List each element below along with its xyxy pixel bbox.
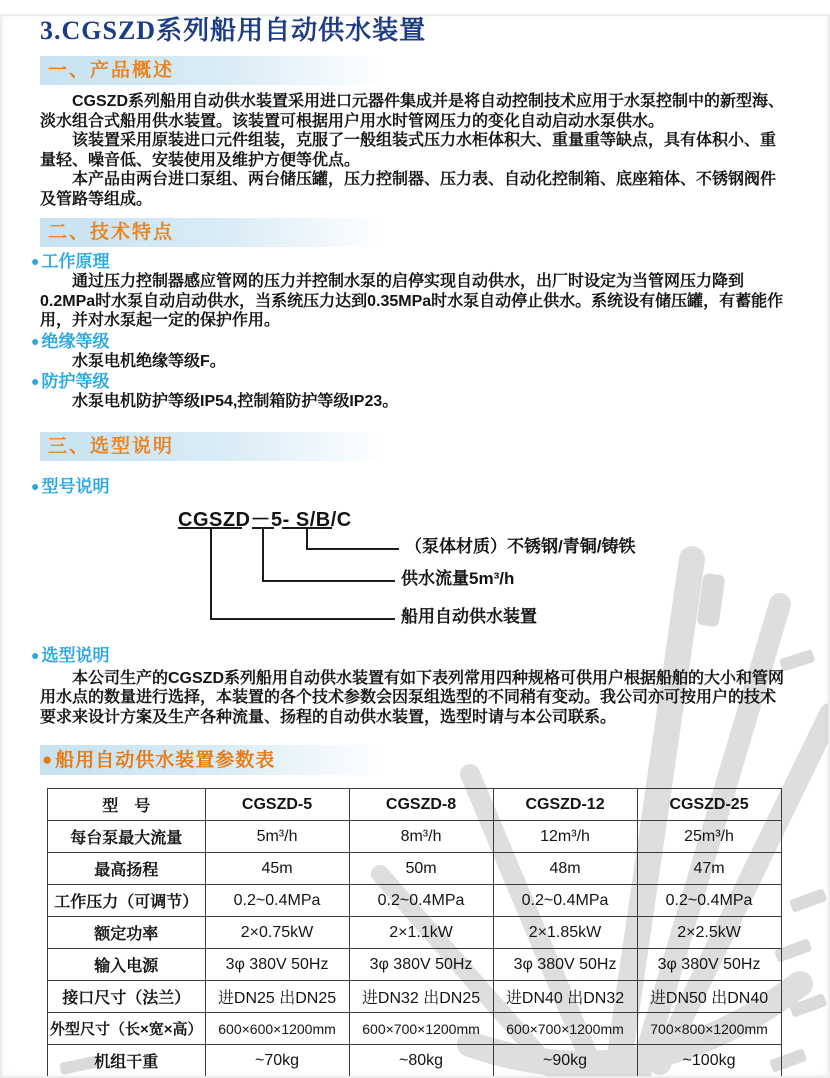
feature-text: 水泵电机防护等级IP54,控制箱防护等级IP23。 <box>72 393 399 410</box>
model-note-material: （泵体材质）不锈钢/青铜/铸铁 <box>405 536 636 556</box>
table-row-label: 工作压力（可调节） <box>48 885 206 917</box>
table-cell: 2×0.75kW <box>205 917 349 949</box>
feature-text: 水泵电机绝缘等级F。 <box>72 352 226 370</box>
table-cell: ~80kg <box>349 1045 493 1077</box>
table-cell: 3φ 380V 50Hz <box>493 949 637 981</box>
table-cell: 48m <box>493 853 637 885</box>
table-cell: ~90kg <box>493 1045 637 1077</box>
table-row <box>48 821 782 853</box>
table-row-label: 外型尺寸（长×宽×高） <box>48 1013 206 1045</box>
selection-paragraph-wrap <box>40 669 790 728</box>
connector-line-material <box>306 529 399 550</box>
table-row <box>48 1013 782 1045</box>
table-cell: 2×2.5kW <box>637 917 781 949</box>
table-cell: 3φ 380V 50Hz <box>205 949 349 981</box>
table-cell: 3φ 380V 50Hz <box>637 949 781 981</box>
table-cell: 600×700×1200mm <box>493 1013 637 1045</box>
table-cell: 0.2~0.4MPa <box>349 885 493 917</box>
table-header-cell: CGSZD-5 <box>205 789 349 821</box>
table-cell: 600×600×1200mm <box>205 1013 349 1045</box>
parameters-table <box>47 788 782 1077</box>
table-cell: ~70kg <box>205 1045 349 1077</box>
table-cell: 600×700×1200mm <box>349 1013 493 1045</box>
model-note-flow: 供水流量5m³/h <box>401 568 515 588</box>
table-cell: 12m³/h <box>493 821 637 853</box>
table-row-label: 最高扬程 <box>48 853 206 885</box>
table-row <box>48 981 782 1013</box>
model-designation-label: ● 型号说明 <box>31 476 110 496</box>
table-cell: 0.2~0.4MPa <box>493 885 637 917</box>
table-row-label: 每台泵最大流量 <box>48 821 206 853</box>
features-list <box>31 251 790 412</box>
selection-guide-label: ● 选型说明 <box>31 645 110 665</box>
table-cell: 3φ 380V 50Hz <box>349 949 493 981</box>
bullet-icon: ● <box>31 332 40 349</box>
table-row <box>48 885 782 917</box>
section-heading-selection: 三、选型说明 <box>40 432 385 461</box>
feature-label-protection-class: ● 防护等级 <box>31 372 110 391</box>
selection-paragraph: 本公司生产的CGSZD系列船用自动供水装置有如下表列常用四种规格可供用户根据船舶的大小和管网用水点的数量进行选择，本装置的各个技术参数会因泵组选型的不同稍有变动。我公司亦可按用户的技术要求来设计方案及生产各种流量、扬程的自动供水装置，选型时请与本公司联系。 <box>40 669 785 726</box>
table-row <box>48 1045 782 1077</box>
table-header-cell: 型 号 <box>48 789 206 821</box>
table-cell: 700×800×1200mm <box>637 1013 781 1045</box>
table-cell: 5m³/h <box>205 821 349 853</box>
overview-paragraphs <box>40 92 790 209</box>
table-cell: 2×1.1kW <box>349 917 493 949</box>
bullet-icon: ● <box>31 253 40 269</box>
model-code-diagram <box>178 503 790 635</box>
table-row-label: 输入电源 <box>48 949 206 981</box>
table-row-label: 额定功率 <box>48 917 206 949</box>
table-cell: 进DN40 出DN32 <box>493 981 637 1013</box>
table-header-cell: CGSZD-8 <box>349 789 493 821</box>
section-heading-overview: 一、产品概述 <box>40 56 385 85</box>
table-cell: 50m <box>349 853 493 885</box>
bullet-icon: ● <box>31 477 40 494</box>
bullet-icon: ● <box>31 646 40 663</box>
table-cell: 进DN25 出DN25 <box>205 981 349 1013</box>
table-cell: 8m³/h <box>349 821 493 853</box>
section-heading-features: 二、技术特点 <box>40 218 385 247</box>
table-row <box>48 949 782 981</box>
table-cell: 0.2~0.4MPa <box>637 885 781 917</box>
overview-paragraph: 本产品由两台进口泵组、两台储压罐，压力控制器、压力表、自动化控制箱、底座箱体、不锈钢阀件及管路等组成。 <box>40 171 777 208</box>
table-header-row <box>48 789 782 821</box>
feature-label-insulation-class: ● 绝缘等级 <box>31 331 110 351</box>
table-row <box>48 853 782 885</box>
overview-paragraph: CGSZD系列船用自动供水装置采用进口元器件集成并是将自动控制技术应用于水泵控制中的新型海、淡水组合式船用供水装置。该装置可根据用户用水时管网压力的变化自动启动水泵供水。 <box>40 93 785 130</box>
overview-paragraph: 该装置采用原装进口元件组装，克服了一般组装式压力水柜体积大、重量重等缺点，具有体积小、重量轻、噪音低、安装使用及维护方便等优点。 <box>40 132 777 169</box>
table-cell: 进DN32 出DN25 <box>349 981 493 1013</box>
page-title: 3.CGSZD系列船用自动供水装置 <box>40 16 427 45</box>
feature-text: 通过压力控制器感应管网的压力并控制水泵的启停实现自动供水，出厂时设定为当管网压力降到0.2MPa时水泵自动启动供水，当系统压力达到0.35MPa时水泵自动停止供水。系统设有储压罐，有蓄能作用，并对水泵起一定的保护作用。 <box>40 273 784 329</box>
table-row-label: 机组干重 <box>48 1045 206 1077</box>
model-code-text: CGSZD－5- S/B/C <box>178 508 352 531</box>
table-row-label: 接口尺寸（法兰） <box>48 981 206 1013</box>
table-cell: 进DN50 出DN40 <box>637 981 781 1013</box>
table-row <box>48 917 782 949</box>
bullet-icon: ● <box>31 373 40 389</box>
table-cell: 0.2~0.4MPa <box>205 885 349 917</box>
table-header-cell: CGSZD-25 <box>637 789 781 821</box>
document-page <box>0 14 830 1077</box>
table-cell: 45m <box>205 853 349 885</box>
table-cell: ~100kg <box>637 1045 781 1077</box>
feature-label-working-principle: ● 工作原理 <box>31 252 110 271</box>
bullet-icon: ● <box>42 750 54 769</box>
table-cell: 2×1.85kW <box>493 917 637 949</box>
table-header-cell: CGSZD-12 <box>493 789 637 821</box>
table-cell: 47m <box>637 853 781 885</box>
model-note-series: 船用自动供水装置 <box>401 606 537 626</box>
parameter-table-heading: ● 船用自动供水装置参数表 <box>40 745 382 775</box>
table-cell: 25m³/h <box>637 821 781 853</box>
